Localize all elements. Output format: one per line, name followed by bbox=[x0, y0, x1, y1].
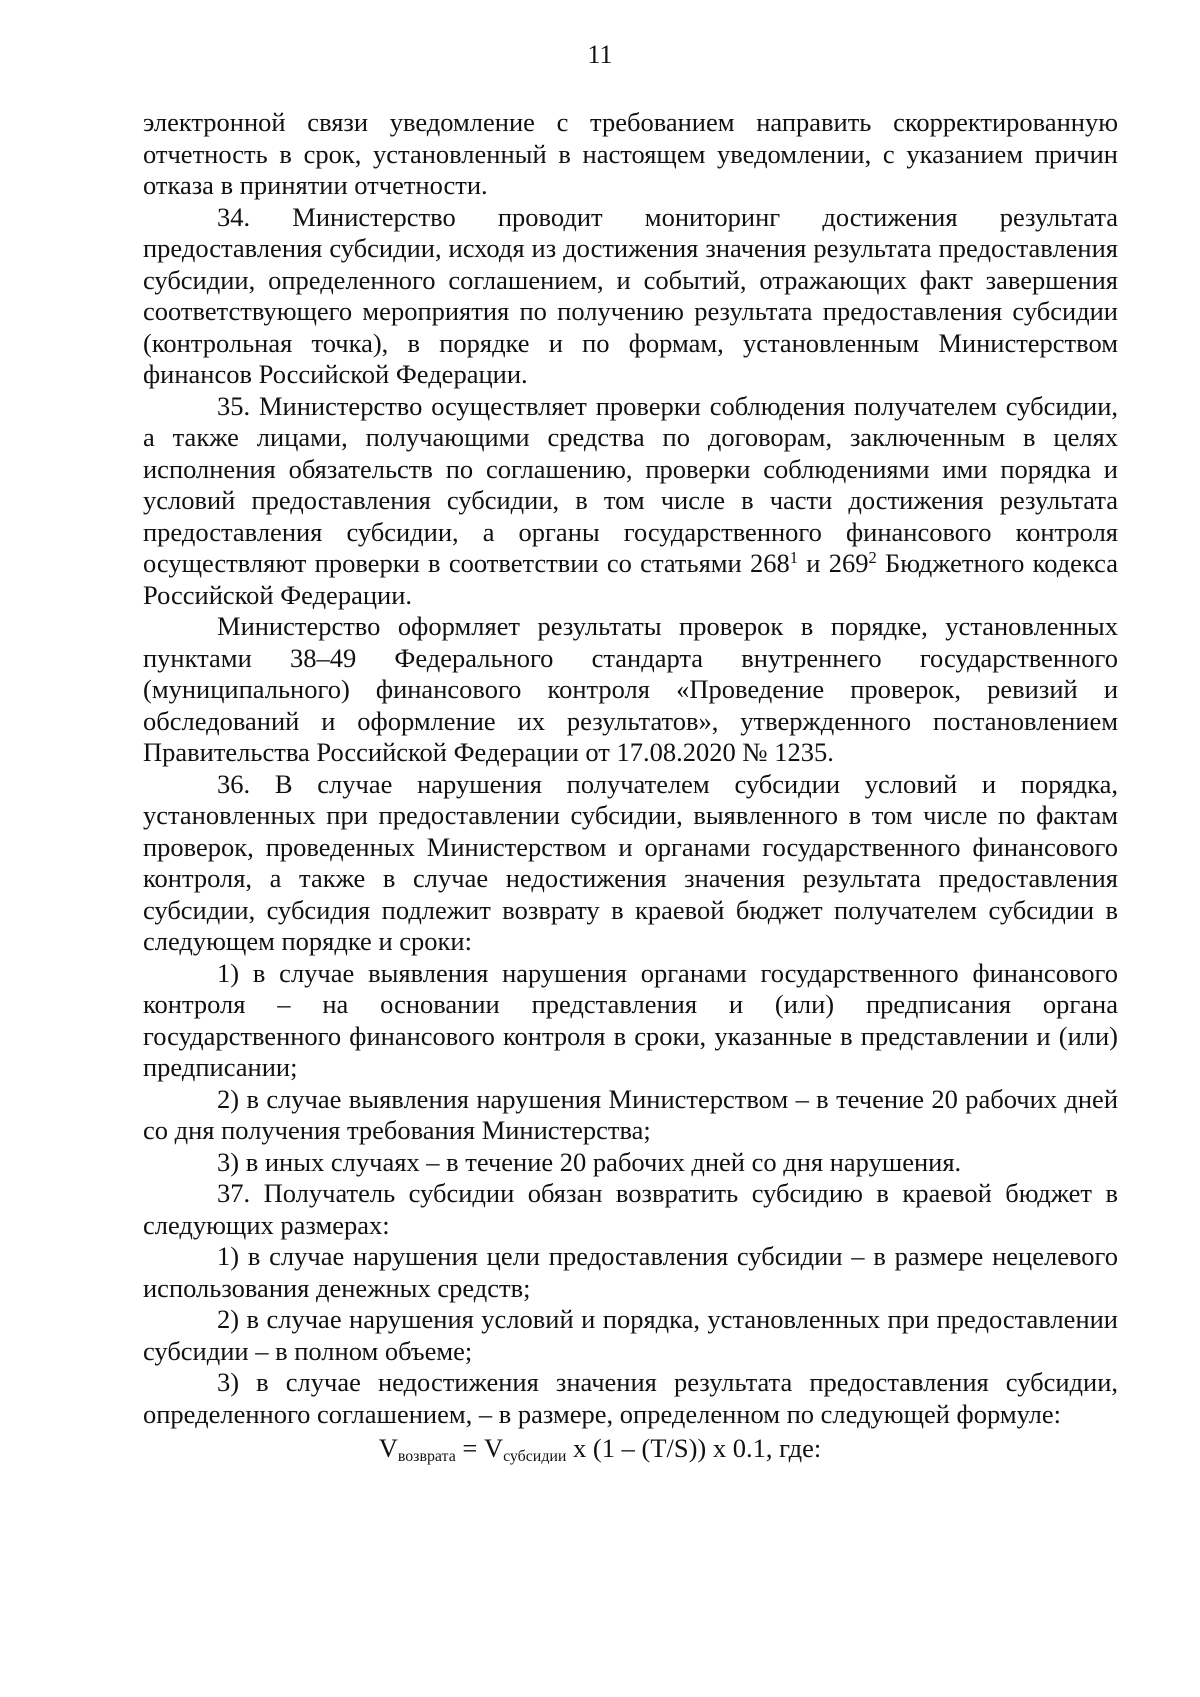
formula-rest: x (1 – (T/S)) x 0.1, где: bbox=[566, 1433, 822, 1463]
superscript-1: 1 bbox=[789, 547, 798, 567]
page-number: 11 bbox=[587, 40, 613, 69]
paragraph-37: 37. Получатель субсидии обязан возвратить субсидию в краевой бюджет в следующих размерах: bbox=[143, 1178, 1118, 1240]
superscript-2: 2 bbox=[868, 547, 877, 567]
paragraph-35 bbox=[143, 391, 1118, 612]
list-item-36-3: 3) в иных случаях – в течение 20 рабочих дней со дня нарушения. bbox=[217, 1146, 962, 1177]
paragraph-36: 36. В случае нарушения получателем субсидии условий и порядка, установленных при предоставлении субсидии, выявленного в том числе по фактам проверок, проведенных Министерством и органами государственного финансового контроля, а также в случае недостижения значения результата предоставления субсидии, субсидия подлежит возврату в краевой бюджет получателем субсидии в следующем порядке и сроки: bbox=[143, 768, 1118, 956]
list-item-36-2: 2) в случае выявления нарушения Министерством – в течение 20 рабочих дней со дня получения требования Министерства; bbox=[143, 1083, 1118, 1145]
paragraph-inspection-results: Министерство оформляет результаты проверок в порядке, установленных пунктами 38–49 Федерального стандарта внутреннего государственного (муниципального) финансового контроля «Проведение проверок, ревизий и обследований и оформление их результатов», утвержденного постановлением Правительства Российской Федерации от 17.08.2020 № 1235. bbox=[143, 611, 1118, 767]
paragraph-35-text-3: Бюджетного кодекса Российской Федерации. bbox=[143, 548, 1119, 610]
formula-v: V bbox=[378, 1433, 398, 1463]
formula-subscript-subsidy: субсидии bbox=[503, 1447, 567, 1465]
document-body bbox=[143, 107, 1118, 1430]
paragraph-34: 34. Министерство проводит мониторинг достижения результата предоставления субсидии, исходя из достижения значения результата предоставления субсидии, определенного соглашением, и событий, отражающих факт завершения соответствующего мероприятия по получению результата предоставления субсидии (контрольная точка), в порядке и по формам, установленным Министерством финансов Российской Федерации. bbox=[143, 201, 1118, 389]
list-item-37-3: 3) в случае недостижения значения результата предоставления субсидии, определенного соглашением, – в размере, определенном по следующей формуле: bbox=[143, 1367, 1118, 1429]
formula-equals: = V bbox=[455, 1433, 504, 1463]
formula-subscript-return: возврата bbox=[397, 1447, 456, 1465]
paragraph-continuation: электронной связи уведомление с требованием направить скорректированную отчетность в срок, установленный в настоящем уведомлении, с указанием причин отказа в принятии отчетности. bbox=[143, 107, 1118, 200]
paragraph-35-text: 35. Министерство осуществляет проверки соблюдения получателем субсидии, а также лицами, получающими средства по договорам, заключенным в целях исполнения обязательств по соглашению, проверки соблюдениями ими порядка и условий предоставления субсидии, в том числе в части достижения результата предоставления субсидии, а органы государственного финансового контроля осуществляют проверки в соответствии со статьями 268 bbox=[143, 390, 1118, 578]
list-item-37-1: 1) в случае нарушения цели предоставления субсидии – в размере нецелевого использования денежных средств; bbox=[143, 1241, 1118, 1303]
list-item-36-1: 1) в случае выявления нарушения органами государственного финансового контроля – на основании представления и (или) предписания органа государственного финансового контроля в сроки, указанные в представлении и (или) предписании; bbox=[143, 957, 1118, 1082]
paragraph-35-text-2: и 269 bbox=[798, 548, 869, 578]
formula bbox=[0, 1432, 1200, 1464]
list-item-37-2: 2) в случае нарушения условий и порядка, установленных при предоставлении субсидии – в полном объеме; bbox=[143, 1304, 1118, 1366]
